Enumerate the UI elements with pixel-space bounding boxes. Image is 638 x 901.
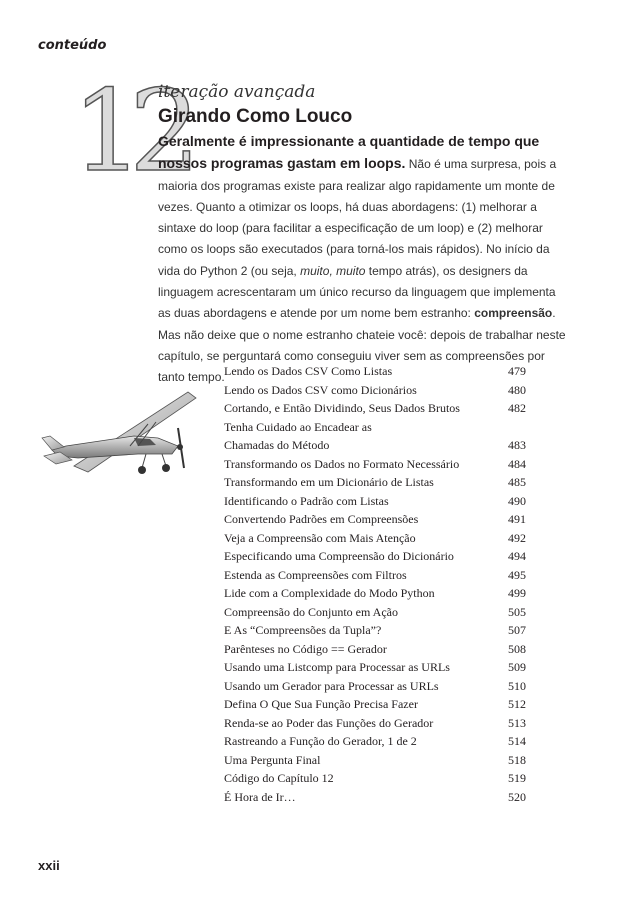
toc-entry-page: 495 (508, 567, 526, 582)
intro-italic: muito, muito (300, 263, 366, 278)
toc-entry-page: 499 (508, 586, 526, 600)
intro-text-3: . Mas não deixe que o nome estranho chateie você: depois de trabalhar neste capítulo, se perguntará como conseguiu viver sem as compreensões por tanto tempo. (158, 306, 566, 385)
toc-entry-title: Veja a Compreensão com Mais Atenção (224, 530, 416, 545)
toc-entry-page: 491 (508, 512, 526, 526)
chapter-number: 12 (72, 67, 187, 197)
toc-entry-page: 508 (508, 641, 526, 656)
page-number: xxii (38, 858, 60, 873)
chapter-intro (158, 131, 570, 389)
toc-entry-page: 510 (508, 678, 526, 693)
toc-entry (224, 788, 526, 807)
toc-entry-page: 513 (508, 715, 526, 730)
toc-entry-title: Identificando o Padrão com Listas (224, 493, 389, 508)
toc-entry-title: Rastreando a Função do Gerador, 1 de 2 (224, 734, 417, 748)
toc-entry-page: 490 (508, 493, 526, 508)
toc-entry (224, 510, 526, 529)
toc-entry-title: Cortando, e Então Dividindo, Seus Dados Brutos (224, 401, 460, 415)
toc-entry-title: Lendo os Dados CSV Como Listas (224, 364, 393, 378)
intro-text-1: Não é uma surpresa, pois a maioria dos programas existe para realizar algo rapidamente um monte de vezes. Quanto a otimizar os loops, há duas abordagens: (1) melhorar a sintaxe do loop (para facilitar a especificação de um loop) e (2) melhorar como os loops são executados (para torná-los mais rápidos). No início da vida do Python 2 (ou seja, (158, 157, 557, 278)
airplane-illustration (38, 384, 210, 486)
toc-entry-title: Transformando em um Dicionário de Listas (224, 475, 434, 489)
toc-entry-title: Lide com a Complexidade do Modo Python (224, 586, 435, 600)
toc-entry-title: Transformando os Dados no Formato Necessário (224, 456, 460, 471)
toc-entry-title: Estenda as Compreensões com Filtros (224, 567, 407, 582)
toc-entry-page: 482 (508, 401, 526, 415)
intro-lead: Geralmente é impressionante a quantidade de tempo que nossos programas gastam em loops. (158, 133, 540, 172)
toc-entry-page: 492 (508, 530, 526, 545)
toc-entry (224, 621, 526, 640)
toc-entry-page: 483 (508, 438, 526, 452)
toc-entry-title: Usando uma Listcomp para Processar as URLs (224, 660, 450, 674)
toc-entry (224, 603, 526, 622)
toc-entry-title: Lendo os Dados CSV como Dicionários (224, 382, 417, 397)
toc-entry (224, 492, 526, 511)
section-header: conteúdo (38, 38, 107, 53)
toc-entry (224, 473, 526, 492)
toc-entry-page: 480 (508, 382, 526, 397)
toc-entry (224, 381, 526, 400)
toc-entry-page: 509 (508, 660, 526, 674)
toc-entry (224, 658, 526, 677)
toc-entry (224, 640, 526, 659)
intro-bold-word: compreensão (474, 306, 553, 321)
toc-entry-page: 519 (508, 771, 526, 785)
toc-entry-title: Chamadas do Método (224, 438, 330, 452)
toc-entry-title: Uma Pergunta Final (224, 752, 321, 767)
chapter-title: Girando Como Louco (158, 106, 353, 127)
toc-entry-page: 494 (508, 549, 526, 563)
toc-entry-title: Usando um Gerador para Processar as URLs (224, 678, 439, 693)
toc-entry-title: Código do Capítulo 12 (224, 771, 334, 785)
toc-entry (224, 751, 526, 770)
toc-entry-title: Especificando uma Compreensão do Dicionário (224, 549, 454, 563)
toc-entry-page: 520 (508, 789, 526, 804)
toc-entry-page: 505 (508, 604, 526, 619)
toc-entry (224, 455, 526, 474)
toc-entry (224, 584, 526, 603)
toc-entry-title: Tenha Cuidado ao Encadear as (224, 419, 372, 434)
toc-entry-title: Compreensão do Conjunto em Ação (224, 604, 398, 619)
toc-entry (224, 769, 526, 788)
toc-entry-title: E As “Compreensões da Tupla”? (224, 623, 382, 637)
toc-entry-title: Defina O Que Sua Função Precisa Fazer (224, 697, 418, 711)
toc-entry (224, 714, 526, 733)
toc-entry-title: É Hora de Ir… (224, 789, 296, 804)
toc-entry (224, 732, 526, 751)
toc-entry-page: 512 (508, 697, 526, 711)
chapter-subtitle: iteração avançada (158, 82, 316, 102)
toc-entry (224, 566, 526, 585)
intro-text-2: tempo atrás), os designers da linguagem acrescentaram um único recurso da linguagem que implementa as duas abordagens e atende por um nome bem estranho: (158, 263, 556, 321)
toc-entry-title: Convertendo Padrões em Compreensões (224, 512, 419, 526)
toc-entry-page: 518 (508, 752, 526, 767)
toc-entry-title: Renda-se ao Poder das Funções do Gerador (224, 715, 434, 730)
toc-entry (224, 418, 526, 437)
toc-entry (224, 677, 526, 696)
table-of-contents (224, 362, 526, 806)
toc-entry (224, 399, 526, 418)
toc-entry (224, 362, 526, 381)
toc-entry-page: 485 (508, 475, 526, 489)
toc-entry-title: Parênteses no Código == Gerador (224, 641, 387, 656)
toc-entry (224, 547, 526, 566)
toc-entry-page: 514 (508, 734, 526, 748)
toc-entry-page: 479 (508, 364, 526, 378)
toc-entry (224, 436, 526, 455)
toc-entry-page: 484 (508, 456, 526, 471)
toc-entry-page: 507 (508, 623, 526, 637)
toc-entry (224, 695, 526, 714)
toc-entry (224, 529, 526, 548)
